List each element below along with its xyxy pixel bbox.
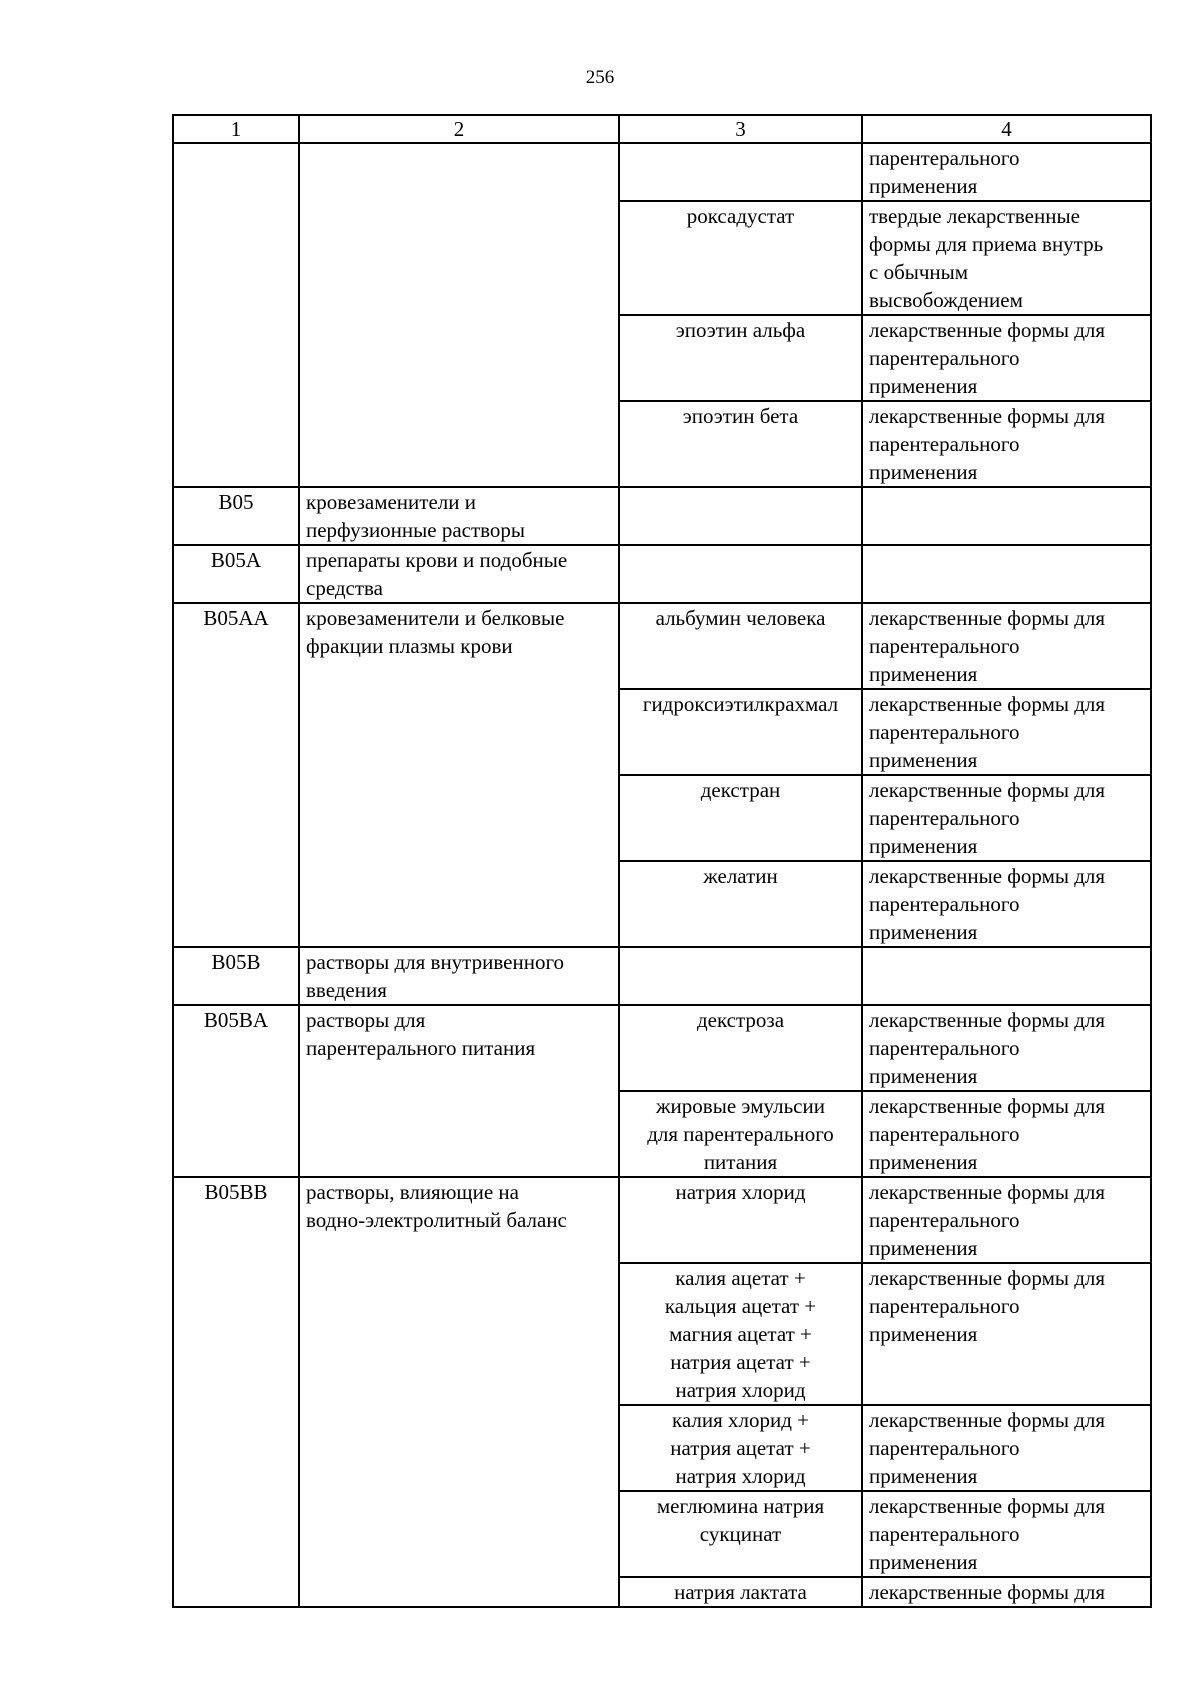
atc-code-text: B05A bbox=[210, 548, 262, 572]
dosage-form-text: лекарственные формы для парентерального применения bbox=[869, 1494, 1106, 1574]
drug-name-cell bbox=[619, 947, 862, 1005]
drug-name-cell bbox=[619, 689, 862, 775]
drug-name-cell bbox=[619, 545, 862, 603]
drug-name-text: меглюмина натрия сукцинат bbox=[656, 1494, 825, 1546]
dosage-form-text: лекарственные формы для парентерального применения bbox=[869, 864, 1106, 944]
dosage-form-cell bbox=[862, 947, 1151, 1005]
table-header-row bbox=[173, 115, 1151, 143]
dosage-form-cell bbox=[862, 1263, 1151, 1405]
dosage-form-cell bbox=[862, 487, 1151, 545]
dosage-form-cell bbox=[862, 1005, 1151, 1091]
drug-name-cell bbox=[619, 1263, 862, 1405]
anatomical-group-text: растворы для внутривенного введения bbox=[306, 950, 565, 1002]
anatomical-group-text: препараты крови и подобные средства bbox=[306, 548, 568, 600]
drug-name-text: альбумин человека bbox=[655, 606, 826, 630]
dosage-form-cell bbox=[862, 143, 1151, 201]
dosage-form-text: лекарственные формы для парентерального применения bbox=[869, 1266, 1106, 1346]
drug-name-cell bbox=[619, 1491, 862, 1577]
anatomical-group-text: кровезаменители и белковые фракции плазмы крови bbox=[306, 606, 565, 658]
dosage-form-text: лекарственные формы для парентерального применения bbox=[869, 1408, 1106, 1488]
drug-name-cell bbox=[619, 487, 862, 545]
drug-name-text: декстроза bbox=[696, 1008, 785, 1032]
atc-code-text: B05BB bbox=[204, 1180, 268, 1204]
atc-code-cell bbox=[173, 1005, 299, 1177]
atc-code-cell bbox=[173, 603, 299, 947]
drug-name-text: калия хлорид + натрия ацетат + натрия хлорид bbox=[670, 1408, 811, 1488]
anatomical-group-text: кровезаменители и перфузионные растворы bbox=[306, 490, 526, 542]
drug-name-cell bbox=[619, 315, 862, 401]
dosage-form-text: лекарственные формы для bbox=[869, 1580, 1106, 1604]
anatomical-group-cell bbox=[299, 603, 619, 947]
drug-name-text: жировые эмульсии для парентерального питания bbox=[647, 1094, 834, 1174]
dosage-form-text: лекарственные формы для парентерального применения bbox=[869, 1094, 1106, 1174]
atc-code-cell bbox=[173, 487, 299, 545]
drug-name-cell bbox=[619, 775, 862, 861]
dosage-form-cell bbox=[862, 1177, 1151, 1263]
anatomical-group-cell bbox=[299, 545, 619, 603]
dosage-form-cell bbox=[862, 315, 1151, 401]
table-row bbox=[173, 1177, 1151, 1263]
anatomical-group-cell bbox=[299, 143, 619, 487]
column-header-3: 3 bbox=[619, 115, 862, 143]
drug-name-cell bbox=[619, 1177, 862, 1263]
atc-code-cell bbox=[173, 1177, 299, 1607]
drug-name-text: эпоэтин альфа bbox=[675, 318, 806, 342]
drug-name-cell bbox=[619, 603, 862, 689]
dosage-form-cell bbox=[862, 1577, 1151, 1607]
dosage-form-cell bbox=[862, 401, 1151, 487]
dosage-form-cell bbox=[862, 603, 1151, 689]
anatomical-group-text: растворы для парентерального питания bbox=[306, 1008, 536, 1060]
column-header-2: 2 bbox=[299, 115, 619, 143]
dosage-form-cell bbox=[862, 545, 1151, 603]
atc-code-text: B05B bbox=[211, 950, 261, 974]
dosage-form-text: лекарственные формы для парентерального применения bbox=[869, 404, 1106, 484]
table-body bbox=[173, 115, 1151, 1607]
dosage-form-cell bbox=[862, 1491, 1151, 1577]
anatomical-group-cell bbox=[299, 947, 619, 1005]
anatomical-group-text: растворы, влияющие на водно-электролитный баланс bbox=[306, 1180, 567, 1232]
drug-name-text: роксадустат bbox=[686, 204, 795, 228]
dosage-form-text: лекарственные формы для парентерального применения bbox=[869, 778, 1106, 858]
dosage-form-cell bbox=[862, 775, 1151, 861]
dosage-form-text: лекарственные формы для парентерального применения bbox=[869, 1180, 1106, 1260]
table-row bbox=[173, 487, 1151, 545]
drug-name-cell bbox=[619, 401, 862, 487]
drug-name-text: гидроксиэтилкрахмал bbox=[642, 692, 839, 716]
anatomical-group-cell bbox=[299, 487, 619, 545]
drug-name-cell bbox=[619, 201, 862, 315]
drug-name-cell bbox=[619, 143, 862, 201]
anatomical-group-cell bbox=[299, 1177, 619, 1607]
dosage-form-cell bbox=[862, 689, 1151, 775]
drug-name-text: желатин bbox=[703, 864, 778, 888]
page-number: 256 bbox=[585, 67, 615, 88]
drug-name-text: эпоэтин бета bbox=[682, 404, 799, 428]
drug-name-cell bbox=[619, 1405, 862, 1491]
drug-name-cell bbox=[619, 861, 862, 947]
column-header-4: 4 bbox=[862, 115, 1151, 143]
dosage-form-text: лекарственные формы для парентерального применения bbox=[869, 318, 1106, 398]
drug-classification-table bbox=[172, 114, 1152, 1608]
atc-code-cell bbox=[173, 545, 299, 603]
dosage-form-cell bbox=[862, 1091, 1151, 1177]
table-row bbox=[173, 947, 1151, 1005]
atc-code-cell bbox=[173, 143, 299, 487]
atc-code-text: B05BA bbox=[203, 1008, 269, 1032]
drug-name-text: натрия хлорид bbox=[675, 1180, 806, 1204]
drug-name-text: натрия лактата bbox=[674, 1580, 807, 1604]
atc-code-text: B05AA bbox=[203, 606, 269, 630]
drug-name-cell bbox=[619, 1005, 862, 1091]
dosage-form-text: лекарственные формы для парентерального применения bbox=[869, 692, 1106, 772]
dosage-form-text: твердые лекарственные формы для приема внутрь с обычным высвобождением bbox=[869, 204, 1104, 312]
drug-name-cell bbox=[619, 1091, 862, 1177]
drug-name-text: калия ацетат + кальция ацетат + магния ацетат + натрия ацетат + натрия хлорид bbox=[664, 1266, 817, 1402]
anatomical-group-cell bbox=[299, 1005, 619, 1177]
atc-code-cell bbox=[173, 947, 299, 1005]
table-row bbox=[173, 1005, 1151, 1091]
dosage-form-text: лекарственные формы для парентерального применения bbox=[869, 1008, 1106, 1088]
dosage-form-text: парентерального применения bbox=[869, 146, 1020, 198]
dosage-form-cell bbox=[862, 861, 1151, 947]
atc-code-text: B05 bbox=[218, 490, 254, 514]
drug-name-text: декстран bbox=[700, 778, 781, 802]
table-row bbox=[173, 603, 1151, 689]
dosage-form-cell bbox=[862, 1405, 1151, 1491]
drug-name-cell bbox=[619, 1577, 862, 1607]
dosage-form-cell bbox=[862, 201, 1151, 315]
table-row bbox=[173, 545, 1151, 603]
table-row bbox=[173, 143, 1151, 201]
column-header-1: 1 bbox=[173, 115, 299, 143]
dosage-form-text: лекарственные формы для парентерального применения bbox=[869, 606, 1106, 686]
